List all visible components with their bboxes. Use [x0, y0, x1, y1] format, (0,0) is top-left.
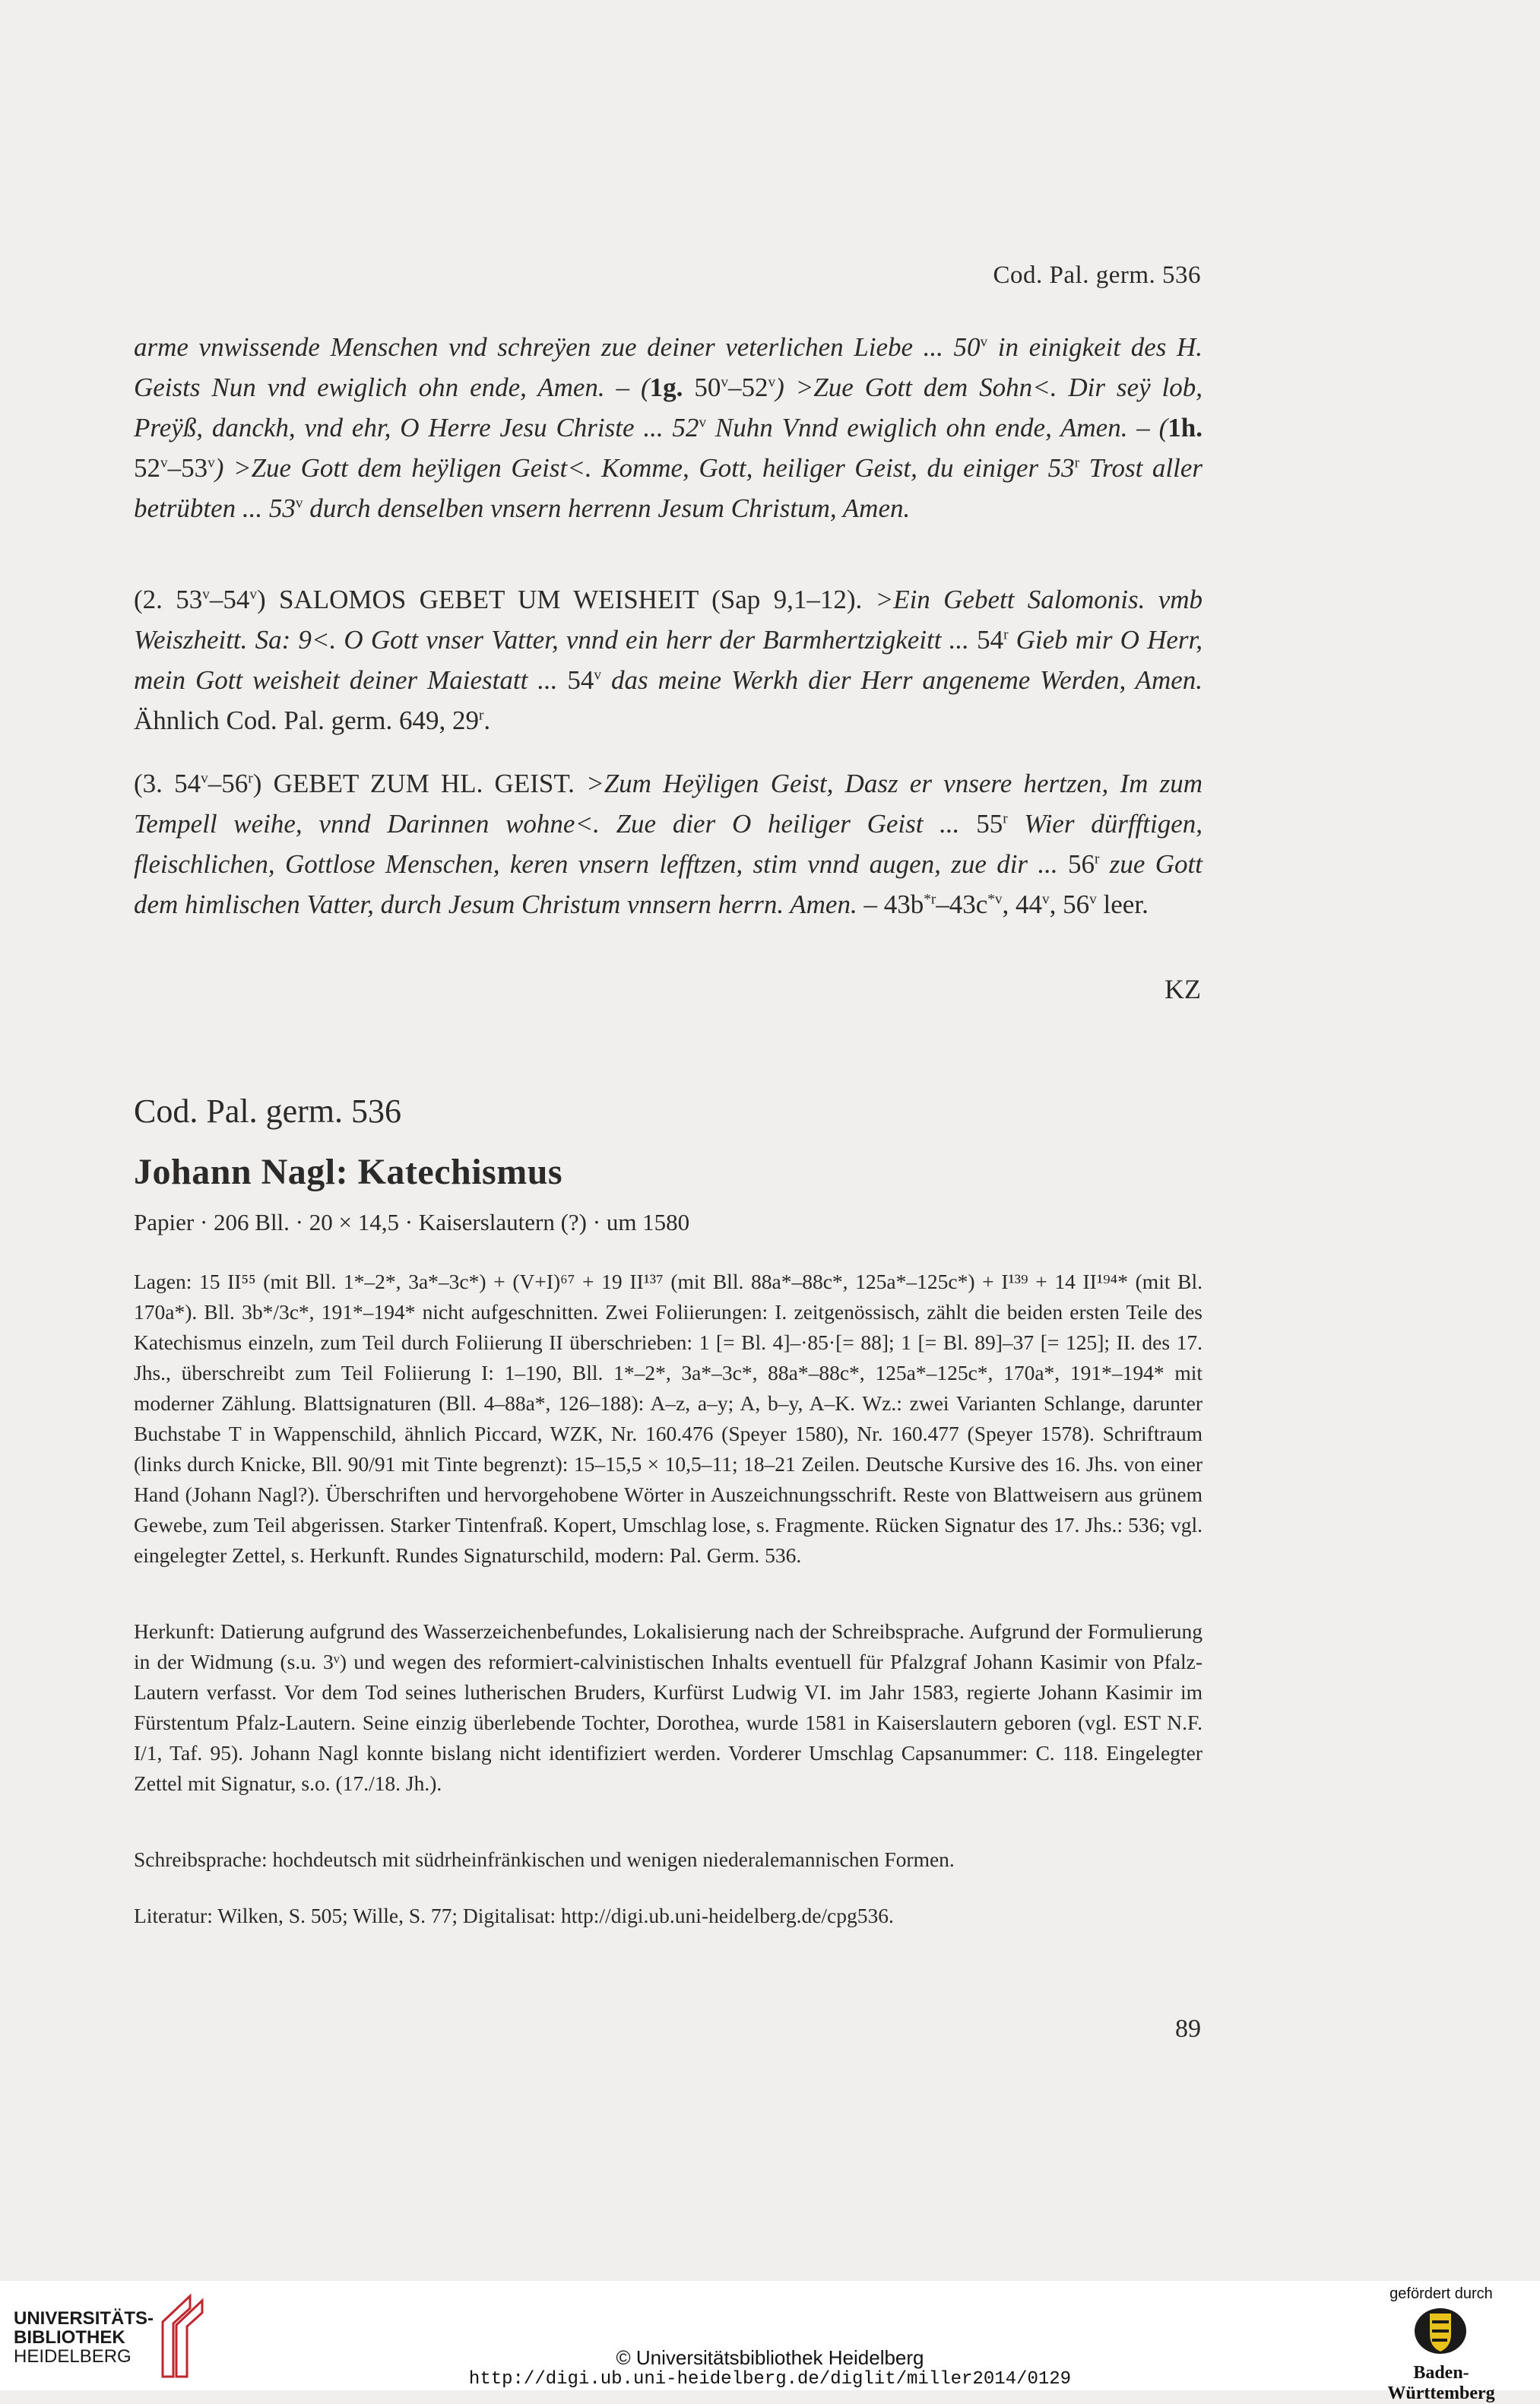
herkunft-paragraph: Herkunft: Datierung aufgrund des Wasserzeichenbefundes, Lokalisierung nach der Schreibsprache. Aufgrund der Formulierung in der Widmung (s.u. 3ᵛ) und wegen des reformiert-calvinistischen Inhalts eventuell für Pfalzgraf Johann Kasimir von Pfalz-Lautern verfasst. Vor dem Tod seines lutherischen Bruders, Kurfürst Ludwig VI. im Jahr 1583, regierte Johann Kasimir im Fürstentum Pfalz-Lautern. Seine einzig überlebende Tochter, Dorothea, wurde 1581 in Kaiserslautern geboren (vgl. EST N.F. I/1, Taf. 95). Johann Nagl konnte bislang nicht identifiziert werden. Vorderer Umschlag Capsanummer: C. 118. Eingelegter Zettel mit Signatur, s.o. (17./18. Jh.).: [134, 1619, 1203, 1795]
continuation-paragraph-3: (3. 54$^v$–56$^r$) GEBET ZUM HL. GEIST. >Zum Heÿligen Geist, Dasz er vnsere hertzen, Im zum Tempell weihe, vnnd Darinnen wohne<. Zue dier O heiliger Geist ... 55$^r$ Wier dürfftigen, fleischlichen, Gottlose Menschen, keren vnsern lefftzen, stim vnnd augen, zue dir ... 56$^r$ zue Gott dem himlischen Vatter, durch Jesum Christum vnnsern herrn. Amen. – $43b^{*r}-43c^{*v}$, 44$^v$, 56$^v$ leer.: [134, 769, 1203, 919]
continuation-paragraph-1: arme vnwissende Menschen vnd schreÿen zue deiner veterlichen Liebe ... 50$^v$ in einigkeit des H. Geists Nun vnd ewiglich ohn ende, Amen. – (1g. $50^v-52^v) >Zue$ Gott dem Sohn<. Dir seÿ lob, Preÿß, danckh, vnd ehr, O Herre Jesu Christe ... 52$^v$ Nuhn Vnnd ewiglich ohn ende, Amen. – (1h. $52^v-53^v) >Zue$ Gott dem heÿligen Geist<. Komme, Gott, heiliger Geist, du einiger 53$^r$ Trost aller betrübten ... 53$^v$ durch denselben vnsern herrenn Jesum Christum, Amen.: [134, 332, 1203, 523]
sponsor-label: gefördert durch: [1389, 2285, 1493, 2302]
continuation-paragraph-2: (2. 53$^v$–54$^v$) SALOMOS GEBET UM WEISHEIT (Sap 9,1–12). >Ein Gebett Salomonis. vmb Weiszheitt. Sa: 9<. O Gott vnser Vatter, vnnd ein herr der Barmhertzigkeitt ... 54$^r$ Gieb mir O Herr, mein Gott weisheit deiner Maiestatt ... 54$^v$ das meine Werkh dier Herr angeneme Werden, Amen. Ähnlich Cod. Pal. germ. 649, 29$^r$.: [134, 585, 1203, 735]
schreibsprache-paragraph: Schreibsprache: hochdeutsch mit südrheinfränkischen und wenigen niederalemannischen Formen.: [134, 1847, 955, 1871]
running-header-signature: Cod. Pal. germ. 536: [993, 262, 1201, 289]
coat-of-arms-icon: [1412, 2304, 1469, 2358]
permalink-url[interactable]: http://digi.ub.uni-heidelberg.de/diglit/miller2014/0129: [468, 2369, 1072, 2390]
copyright-text: © Universitätsbibliothek Heidelberg: [616, 2346, 924, 2369]
lagen-paragraph: Lagen: 15 II⁵⁵ (mit Bll. 1*–2*, 3a*–3c*) + (V+I)⁶⁷ + 19 II¹³⁷ (mit Bll. 88a*–88c*, 125a*–125c*) + I¹³⁹ + 14 II¹⁹⁴* (mit Bl. 170a*). Bll. 3b*/3c*, 191*–194* nicht aufgeschnitten. Zwei Foliierungen: I. zeitgenössisch, zählt die beiden ersten Teile des Katechismus einzeln, zum Teil durch Foliierung II überschrieben: 1 [= Bl. 4]–·85·[= 88]; 1 [= Bl. 89]–37 [= 125]; II. des 17. Jhs., überschreibt zum Teil Foliierung I: 1–190, Bll. 1*–2*, 3a*–3c*, 88a*–88c*, 125a*–125c*, 170a*, 191*–194* mit moderner Zählung. Blattsignaturen (Bll. 4–88a*, 126–188): A–z, a–y; A, b–y, A–K. Wz.: zwei Varianten Schlange, darunter Buchstabe T in Wappenschild, ähnlich Piccard, WZK, Nr. 160.476 (Speyer 1580), Nr. 160.477 (Speyer 1578). Schriftraum (links durch Knicke, Bll. 90/91 mit Tinte begrenzt): 15–15,5 × 10,5–11; 18–21 Zeilen. Deutsche Kursive des 16. Jhs. von einer Hand (Johann Nagl?). Überschriften und hervorgehobene Wörter in Auszeichnungsschrift. Reste von Blattweisern aus grünem Gewebe, zum Teil abgerissen. Starker Tintenfraß. Kopert, Umschlag lose, s. Fragmente. Rücken Signatur des 17. Jhs.: 536; vgl. eingelegter Zettel, s. Herkunft. Rundes Signaturschild, modern: Pal. Germ. 536.: [134, 1270, 1203, 1567]
literatur-paragraph: Literatur: Wilken, S. 505; Wille, S. 77; Digitalisat: http://digi.ub.uni-heidelberg.de/cpg536.: [134, 1904, 894, 1927]
author-initials: KZ: [1165, 974, 1201, 1004]
sponsor-name: Baden-Württemberg: [1387, 2363, 1495, 2403]
entry-signature: Cod. Pal. germ. 536: [134, 1093, 401, 1130]
entry-meta: Papier · 206 Bll. · 20 × 14,5 · Kaiserslautern (?) · um 1580: [134, 1209, 690, 1235]
page-number: 89: [1175, 2015, 1201, 2043]
library-logo-text: UNIVERSITÄTS- BIBLIOTHEK HEIDELBERG: [14, 2308, 154, 2367]
entry-title: Johann Nagl: Katechismus: [134, 1152, 563, 1192]
